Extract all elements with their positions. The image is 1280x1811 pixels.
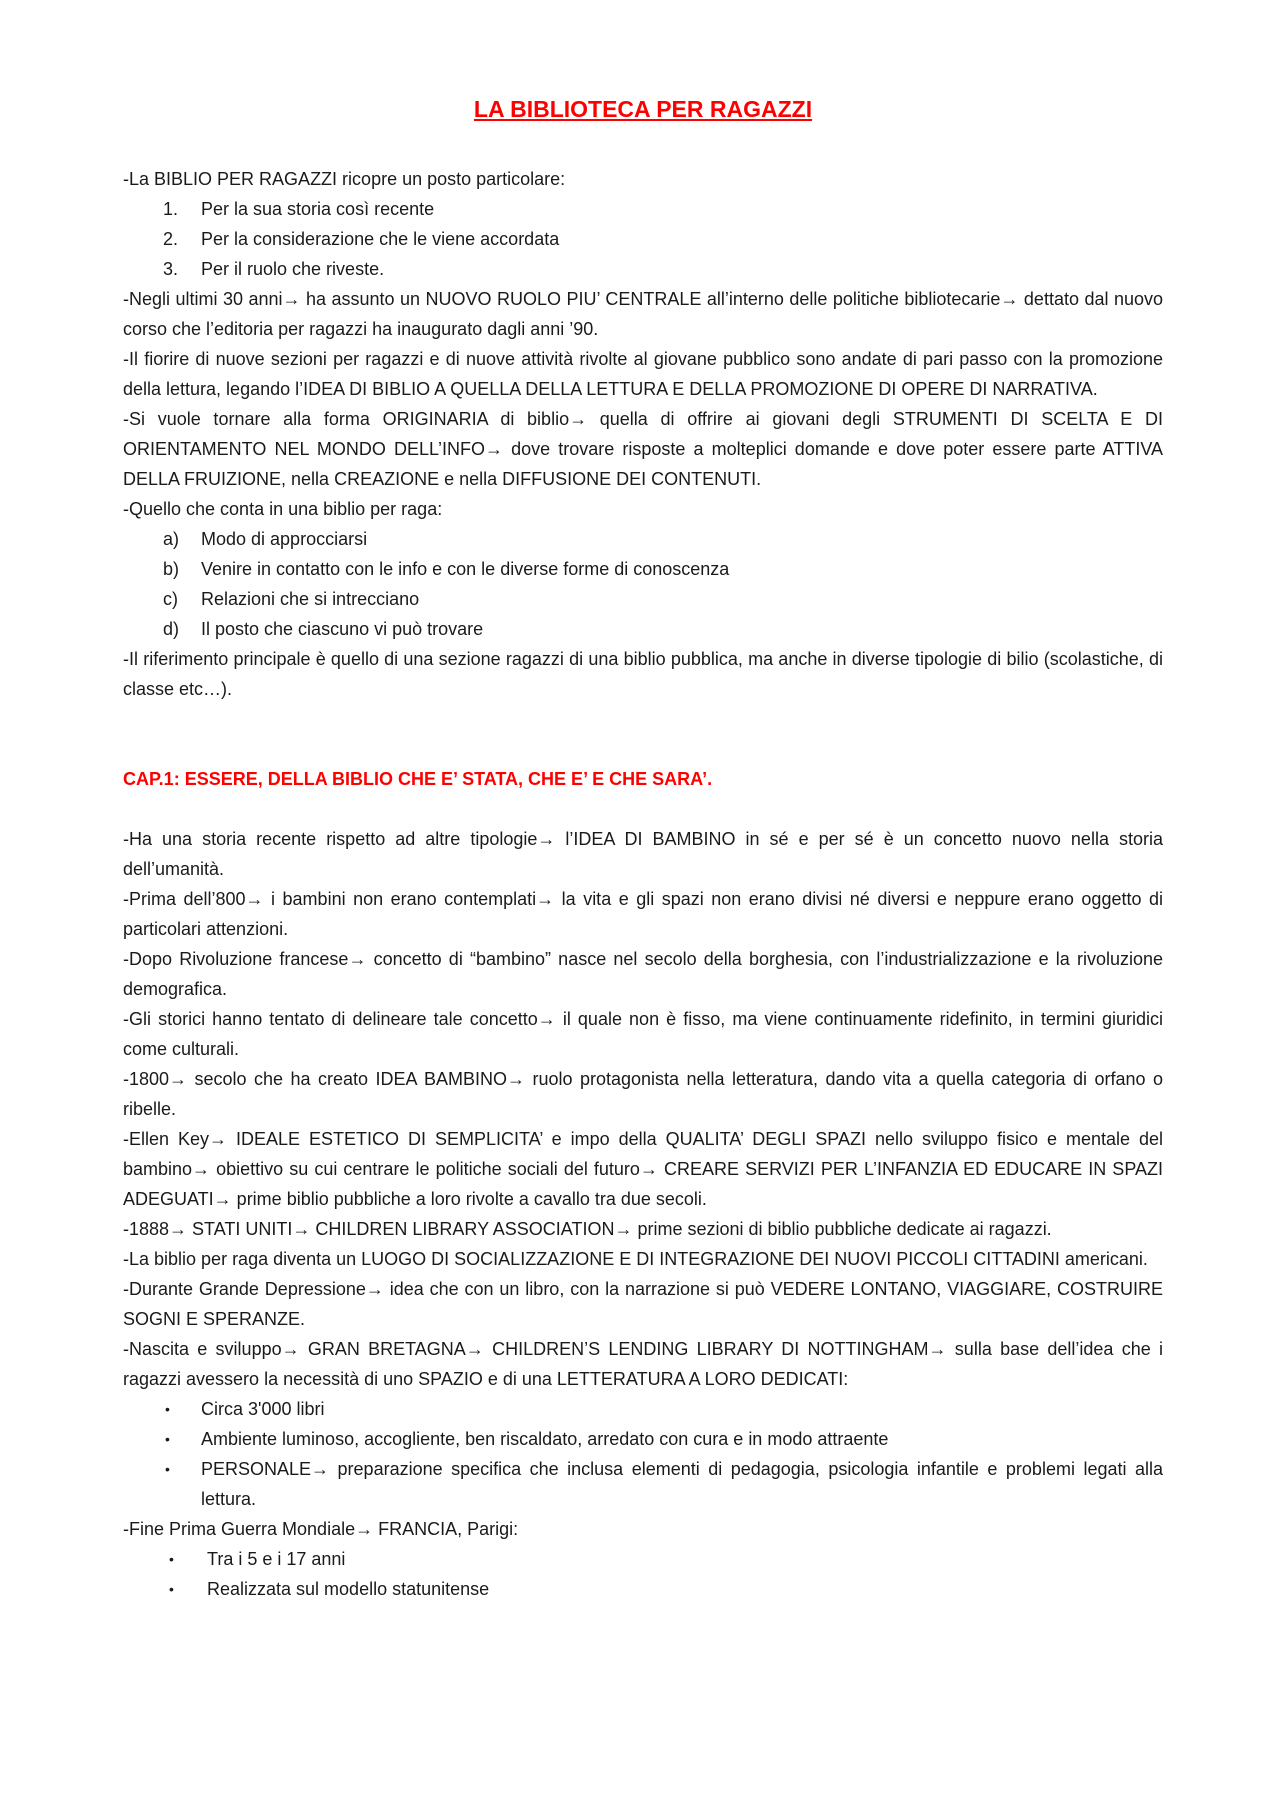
paragraph: -Il fiorire di nuove sezioni per ragazzi e di nuove attività rivolte al giovane pubblico sono andate di pari passo con la promozione della lettura, legando l’IDEA DI BIBLIO A QUELLA DELLA LETTURA E DELLA PROMOZIONE DI OPERE DI NARRATIVA. <box>123 349 1163 399</box>
list-marker: c) <box>163 589 178 609</box>
list-item <box>123 1424 1163 1454</box>
list-item-text: Per la considerazione che le viene accordata <box>201 229 560 249</box>
list-item-text: Ambiente luminoso, accogliente, ben riscaldato, arredato con cura e in modo attraente <box>201 1429 889 1449</box>
list-marker: a) <box>163 529 180 549</box>
list-marker: 2. <box>163 229 179 249</box>
list-item-text: Per il ruolo che riveste. <box>201 259 385 279</box>
list-item-text: Il posto che ciascuno vi può trovare <box>201 619 484 639</box>
paragraph: -1888→ STATI UNITI→ CHILDREN LIBRARY ASSOCIATION→ prime sezioni di biblio pubbliche dedicate ai ragazzi. <box>123 1219 1052 1239</box>
paragraph: -Durante Grande Depressione→ idea che con un libro, con la narrazione si può VEDERE LONTANO, VIAGGIARE, COSTRUIRE SOGNI E SPERANZE. <box>123 1279 1163 1329</box>
bullet-icon: • <box>165 1461 170 1477</box>
list-item <box>123 1454 1163 1514</box>
list-item <box>123 1544 1163 1574</box>
list-item <box>123 1574 1163 1604</box>
paragraph: -Quello che conta in una biblio per raga: <box>123 499 443 519</box>
chapter-heading: CAP.1: ESSERE, DELLA BIBLIO CHE E’ STATA, CHE E’ E CHE SARA’. <box>123 769 713 789</box>
paragraph: -Fine Prima Guerra Mondiale→ FRANCIA, Parigi: <box>123 1519 519 1539</box>
list-item-text: Relazioni che si intrecciano <box>201 589 420 609</box>
list-marker: 3. <box>163 259 179 279</box>
list-item-text: Modo di approcciarsi <box>201 529 368 549</box>
bullet-icon: • <box>169 1581 174 1597</box>
paragraph: -Negli ultimi 30 anni→ ha assunto un NUOVO RUOLO PIU’ CENTRALE all’interno delle politiche bibliotecarie→ dettato dal nuovo corso che l’editoria per ragazzi ha inaugurato dagli anni ’90. <box>123 289 1163 339</box>
list-item-text: Venire in contatto con le info e con le diverse forme di conoscenza <box>201 559 730 579</box>
list-item-text: Circa 3'000 libri <box>201 1399 325 1419</box>
list-item <box>123 1394 1163 1424</box>
list-item <box>123 524 1163 554</box>
paragraph: -Nascita e sviluppo→ GRAN BRETAGNA→ CHILDREN’S LENDING LIBRARY DI NOTTINGHAM→ sulla base dell’idea che i ragazzi avessero la necessità di uno SPAZIO e di una LETTERATURA A LORO DEDICATI: <box>123 1339 1163 1389</box>
chapter1-section <box>123 824 1163 1604</box>
document-title: LA BIBLIOTECA PER RAGAZZI <box>473 96 813 122</box>
paragraph: -La biblio per raga diventa un LUOGO DI SOCIALIZZAZIONE E DI INTEGRAZIONE DEI NUOVI PICCOLI CITTADINI americani. <box>123 1249 1148 1269</box>
list-item <box>123 614 1163 644</box>
paragraph: -1800→ secolo che ha creato IDEA BAMBINO→ ruolo protagonista nella letteratura, dando vita a quella categoria di orfano o ribelle. <box>123 1069 1163 1119</box>
paragraph: -Ellen Key→ IDEALE ESTETICO DI SEMPLICITA’ e impo della QUALITA’ DEGLI SPAZI nello sviluppo fisico e mentale del bambino→ obiettivo su cui centrare le politiche sociali del futuro→ CREARE SERVIZI PER L’INFANZIA ED EDUCARE IN SPAZI ADEGUATI→ prime biblio pubbliche a loro rivolte a cavallo tra due secoli. <box>123 1129 1163 1209</box>
intro-section <box>123 164 1163 704</box>
reasons-list <box>123 194 1163 284</box>
paragraph: -Ha una storia recente rispetto ad altre tipologie→ l’IDEA DI BAMBINO in sé e per sé è un concetto nuovo nella storia dell’umanità. <box>123 829 1163 879</box>
list-marker: b) <box>163 559 180 579</box>
paragraph: -Dopo Rivoluzione francese→ concetto di “bambino” nasce nel secolo della borghesia, con l’industrializzazione e la rivoluzione demografica. <box>123 949 1163 999</box>
list-item <box>123 554 1163 584</box>
paris-list <box>123 1544 1163 1604</box>
intro-lead: -La BIBLIO PER RAGAZZI ricopre un posto particolare: <box>123 169 566 189</box>
list-item <box>123 224 1163 254</box>
bullet-icon: • <box>165 1401 170 1417</box>
list-marker: 1. <box>163 199 179 219</box>
list-item-text: PERSONALE→ preparazione specifica che inclusa elementi di pedagogia, psicologia infantile e problemi legati alla lettura. <box>201 1459 1163 1509</box>
nottingham-list <box>123 1394 1163 1514</box>
paragraph: -Gli storici hanno tentato di delineare tale concetto→ il quale non è fisso, ma viene continuamente ridefinito, in termini giuridici come culturali. <box>123 1009 1163 1059</box>
list-item-text: Tra i 5 e i 17 anni <box>207 1549 346 1569</box>
list-item-text: Per la sua storia così recente <box>201 199 435 219</box>
list-item <box>123 254 1163 284</box>
bullet-icon: • <box>165 1431 170 1447</box>
list-item <box>123 194 1163 224</box>
list-item-text: Realizzata sul modello statunitense <box>207 1579 490 1599</box>
bullet-icon: • <box>169 1551 174 1567</box>
list-item <box>123 584 1163 614</box>
paragraph: -Prima dell’800→ i bambini non erano contemplati→ la vita e gli spazi non erano divisi né diversi e neppure erano oggetto di particolari attenzioni. <box>123 889 1163 939</box>
factors-list <box>123 524 1163 644</box>
paragraph: -Si vuole tornare alla forma ORIGINARIA di biblio→ quella di offrire ai giovani degli STRUMENTI DI SCELTA E DI ORIENTAMENTO NEL MONDO DELL’INFO→ dove trovare risposte a molteplici domande e dove poter essere parte ATTIVA DELLA FRUIZIONE, nella CREAZIONE e nella DIFFUSIONE DEI CONTENUTI. <box>123 409 1163 489</box>
paragraph: -Il riferimento principale è quello di una sezione ragazzi di una biblio pubblica, ma anche in diverse tipologie di bilio (scolastiche, di classe etc…). <box>123 649 1163 699</box>
list-marker: d) <box>163 619 180 639</box>
